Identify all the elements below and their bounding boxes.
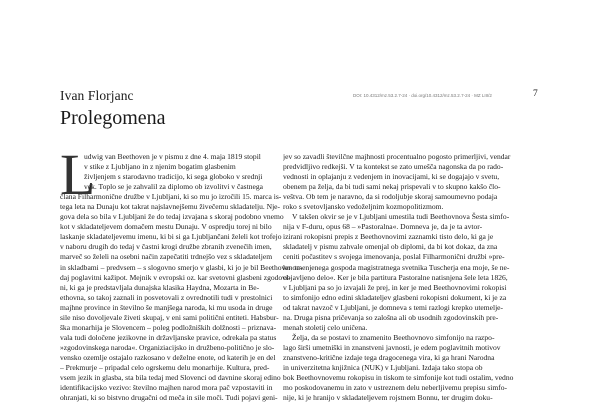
text-line: roko s svetovljansko vedoželjnim kozmopolitizmom. (283, 202, 444, 212)
text-line: majhne province in številno še manjšega naroda, ki mu usoda in druge (60, 302, 273, 312)
text-line: nije, ki je hranijo v skladateljevem rojstnem Bonnu, ter drugim doku- (283, 393, 493, 403)
text-line: življenjem s starodavno tradicijo, ki sega globoko v srednji (84, 172, 263, 182)
text-line: ška monarhija je Slovencem – poleg podložniških dolžnosti – priznava- (60, 322, 277, 332)
text-line: in univerzitetna knjižnica (NUK) v Ljubljani. Izdaja tako stopa ob (283, 362, 483, 372)
text-line: – Prekmurje – pripadal celo ogrskemu delu monarhije. Kultura, pred- (60, 362, 270, 372)
text-line: ko omenjenega gospoda magistratnega svetnika Tuscherja ena moje, še ne- (283, 262, 510, 272)
text-line: vek. Toplo se je zahvalil za diplomo ob izvolitvi v častnega (84, 182, 263, 192)
text-line: obenem pa želja, da bi tudi sami nekaj prispevali v to skupno kakšo člo- (283, 182, 501, 192)
text-line: v Ljubljani pa so jo izvajali že prej, in ker je med Beethovnovimi rokopisi (283, 282, 507, 292)
text-line: vednosti in oplajanju z vedenjem in inovacijami, ki se dogajajo v svetu, (283, 172, 500, 182)
dropcap: L (60, 142, 96, 207)
text-line: ethovna, so takoj zaznali in posvetovali z ovrednotili tudi v prestolnici (60, 292, 273, 302)
text-line: laskanje skladateljevemu imenu, ki bi si ga Ljubljančani želeli kot trofejo (60, 232, 282, 242)
text-line: veštva. Ob tem je naravno, da si rodoljubje skoraj samoumevno podaja (283, 192, 498, 202)
text-line: marveč so želeli na osebni način zapečatiti trdnejšo vez s skladateljem (60, 252, 273, 262)
text-line: menah stoletij celo uničena. (283, 322, 368, 332)
text-line: nija v F-duru, opus 68 – »Pastoralna«. Domneva je, da je ta avtor- (283, 222, 483, 232)
text-line: Želja, da se postavi to znamenito Beethovnovo simfonijo na razpo- (292, 332, 495, 342)
text-line: bok Beethovnovemu rokopisu in tiskom te simfonije kot tudi ostalim, vedno (283, 373, 514, 383)
text-line: jev so zavadli številčne majhnosti procentualno pogosto primerljivi, vendar (283, 152, 511, 161)
text-line: ceniti počastitev s svojega imenovanja, poslal Filharmonični družbi »pre- (283, 252, 505, 262)
doi-line[interactable]: DOI: 10.4312/mz.53.2.7-24 · doi.org/10.4312/mz.53.2.7-24 · MZ LIII/2 (353, 93, 492, 98)
text-line: to simfonijo edno edini skladateljev glasbeni rokopisni dokument, ki je za (283, 292, 507, 302)
text-line: izirani rokopisni prepis z Beethovnovimi zaznamki tisto delo, ki ga je (283, 232, 494, 242)
text-line: ni, ki ga je predstavljala dunajska klasika Haydna, Mozarta in Be- (60, 282, 260, 292)
text-line: predvidljivo redkejši. V ta kontekst se zato umešča nagonska da po rado- (283, 162, 504, 172)
page-number: 7 (533, 89, 538, 99)
text-line: v stike z Ljubljano in z njenim bogatim glasbenim (84, 162, 236, 172)
text-line: vsem jezik in glasba, sta bila tedaj med Slovenci od davnine skoraj edino (60, 373, 281, 383)
text-line: mo poskodovanemu in zato v ustreznem delu neberljivemu prepisu simfo- (283, 383, 508, 393)
text-line: »zgodovinskega naroda«. Organiziacijsko in družbeno-politično je slo- (60, 342, 275, 352)
text-line: vala tudi določene jezikovne in državljanske pravice, odrekala pa status (60, 332, 277, 342)
text-line: ohranjati, ki so bistvno drugačni od meča in sile moči. Tudi pojavi geni- (60, 393, 278, 403)
text-line: od takrat navzoč v Ljubljani, je domneva s temi razlogi krepko utemelje- (283, 302, 504, 312)
left-text-column (60, 152, 319, 403)
text-line: znanstveno-kritične izdaje tega dragocenega vira, ki ga hrani Narodna (283, 352, 495, 362)
text-line: V takšen okvir se je v Ljubljani umestila tudi Beethovnova Šesta simfo- (292, 212, 510, 222)
text-line: objavljeno delo«. Ker je bila partitura Pastoralne natisnjena šele leta 1826, (283, 272, 508, 282)
text-line: udwig van Beethoven je v pismu z dne 4. maja 1819 stopil (84, 152, 261, 161)
text-line: lago širši umetniški in znanstveni javnosti, je edem poglavitnih motivov (283, 342, 501, 352)
text-line: sile niso dovoljevale živeti skupaj, v eni sami politični entiteti. Habsbur- (60, 312, 279, 322)
text-line: člana Filharmonične družbe v Ljubljani, ki so mu jo izročili 15. marca is- (60, 192, 282, 202)
text-line: v naboru drugih do tedaj v častni krogi družbe zbranih zvenečih imen, (60, 242, 272, 252)
page-title: Prolegomena (60, 107, 166, 129)
text-line: skladatelj v pismu zahvale omenjal ob diplomi, da bi kot dokaz, da zna (283, 242, 498, 252)
text-line: kot v skladateljevem domačem mestu Dunaju. V ospredju torej ni bilo (60, 222, 272, 232)
text-line: na. Druga pisna pričevanja so zalošna ali ob usodnih zgodovinskih pre- (283, 312, 499, 322)
text-line: identifikacijsko vezivo: številno majhen narod mora pač vzpostaviti in (60, 383, 273, 393)
text-line: gova dela so bila v Ljubljani že do tedaj izvajana s skoraj podobno vnemo (60, 212, 284, 222)
text-line: daj poglavitni kažipot. Mejnik v evropski oz. kar svetovni glasbeni zgodovi- (60, 272, 291, 282)
right-text-column (283, 152, 542, 403)
text-line: vensko ozemlje ostajalo razkosano v deželne enote, od katerih je en del (60, 352, 276, 362)
text-line: tega leta na Dunaju kot takrat najslavnejšemu živečemu skladatelju. Nje- (60, 202, 281, 212)
author-name: Ivan Florjanc (60, 88, 134, 103)
text-line: in skladbami – predvsem – s slogovno smerjo v glasbi, ki jo je bil Beethoven te- (60, 262, 303, 272)
